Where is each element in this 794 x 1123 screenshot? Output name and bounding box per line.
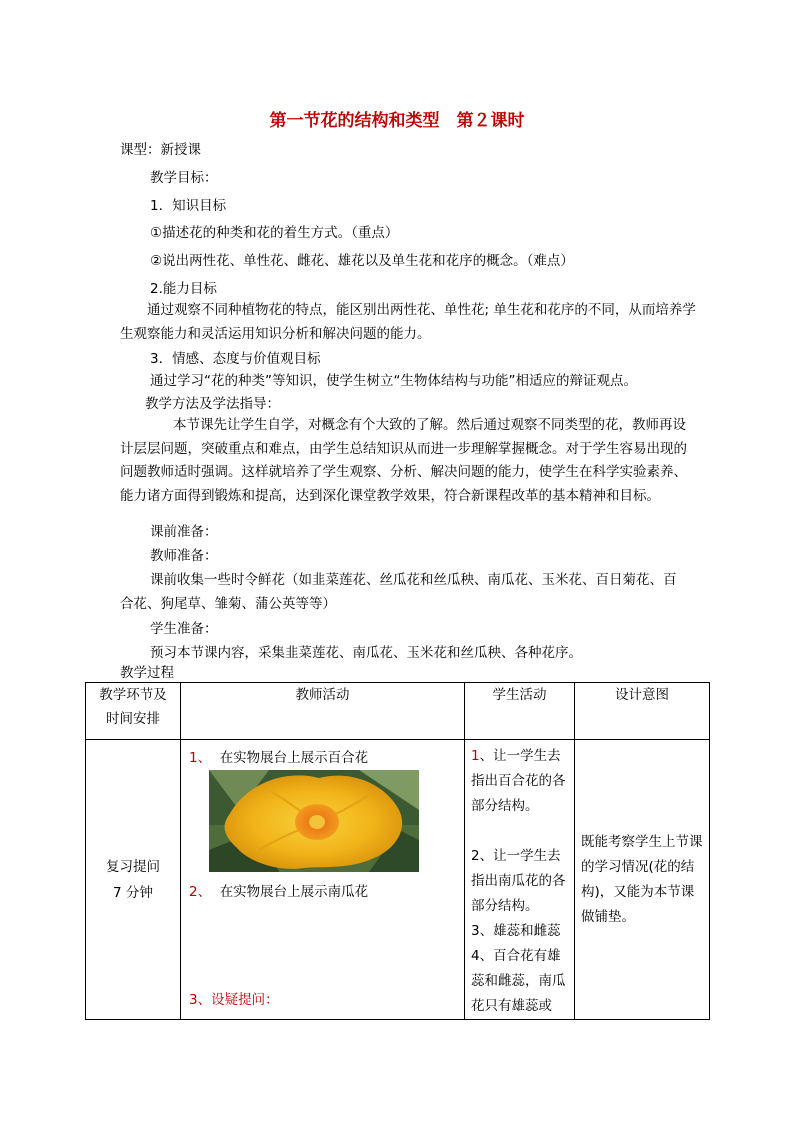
- teacher-step-2: 2、 在实物展台上展示南瓜花: [189, 884, 369, 900]
- ability-heading: 2.能力目标: [150, 281, 217, 297]
- student-prep-heading: 学生准备：: [150, 621, 218, 637]
- ability-text: 通过观察不同种植物花的特点，能区别出两性花、单性花; 单生花和花序的不同，从而培养学生观察能力和灵活运用知识分析和解决问题的能力。: [120, 302, 696, 342]
- stage-name: 复习提问: [106, 858, 160, 875]
- student-prep-text: 预习本节课内容，采集韭菜莲花、南瓜花、玉米花和丝瓜秧、各种花序。: [150, 645, 582, 661]
- student-activity-3: 3、雄蕊和雌蕊: [471, 923, 561, 939]
- header-stage: 教学环节及时间安排: [86, 683, 181, 740]
- design-intent: 既能考察学生上节课的学习情况(花的结构)，又能为本节课做铺垫。: [581, 833, 703, 925]
- method-heading: 教学方法及学法指导：: [145, 396, 280, 412]
- design-cell: [575, 740, 710, 1020]
- method-text: 本节课先让学生自学，对概念有个大致的了解。然后通过观察不同类型的花，教师再设计层层问题，突破重点和难点，由学生总结知识从而进一步理解掌握概念。对于学生容易出现的问题教师适时强调。这样就培养了学生观察、分析、解决问题的能力，使学生在科学实验素养、能力诸方面得到锻炼和提高，达到深化课堂教学效果，符合新课程改革的基本精神和目标。: [120, 417, 687, 504]
- document-title: 第一节花的结构和类型 第２课时: [269, 111, 525, 131]
- table-row: [86, 740, 710, 1020]
- knowledge-heading: 1．知识目标: [150, 198, 227, 214]
- stage-time: 7 分钟: [113, 884, 153, 901]
- teacher-prep-heading: 教师准备：: [150, 548, 218, 564]
- teacher-step-1: 1、 在实物展台上展示百合花: [189, 750, 369, 766]
- teacher-cell: [181, 740, 465, 1020]
- teacher-prep-text: 课前收集一些时令鲜花（如韭菜莲花、丝瓜花和丝瓜秧、南瓜花、玉米花、百日菊花、百合花、狗尾草、雏菊、蒲公英等等）: [120, 572, 677, 612]
- student-cell: [465, 740, 575, 1020]
- goals-heading: 教学目标：: [150, 170, 218, 186]
- header-student: 学生活动: [465, 683, 575, 740]
- student-activity-1: 1、让一学生去指出百合花的各部分结构。: [471, 748, 566, 814]
- student-activity-2: 2、让一学生去指出南瓜花的各部分结构。: [471, 848, 566, 914]
- lesson-type: 课型：新授课: [120, 142, 201, 158]
- table-header-row: [86, 683, 710, 740]
- process-heading: 教学过程: [120, 665, 174, 681]
- knowledge-goal-2: ②说出两性花、单性花、雌花、雄花以及单生花和花序的概念。（难点）: [150, 253, 574, 269]
- emotion-text: 通过学习“花的种类”等知识，使学生树立“生物体结构与功能”相适应的辩证观点。: [150, 373, 637, 389]
- teacher-step-3: 3、设疑提问：: [189, 992, 279, 1008]
- pumpkin-flower-photo: [209, 770, 419, 872]
- process-table: [85, 682, 710, 1020]
- student-activity-4: 4、百合花有雄蕊和雌蕊，南瓜花只有雄蕊或: [471, 948, 566, 1014]
- prep-heading: 课前准备：: [150, 524, 218, 540]
- header-design: 设计意图: [575, 683, 710, 740]
- emotion-heading: 3．情感、态度与价值观目标: [150, 351, 321, 367]
- header-teacher: 教师活动: [181, 683, 465, 740]
- stage-cell: [86, 740, 181, 1020]
- knowledge-goal-1: ①描述花的种类和花的着生方式。（重点）: [150, 225, 399, 241]
